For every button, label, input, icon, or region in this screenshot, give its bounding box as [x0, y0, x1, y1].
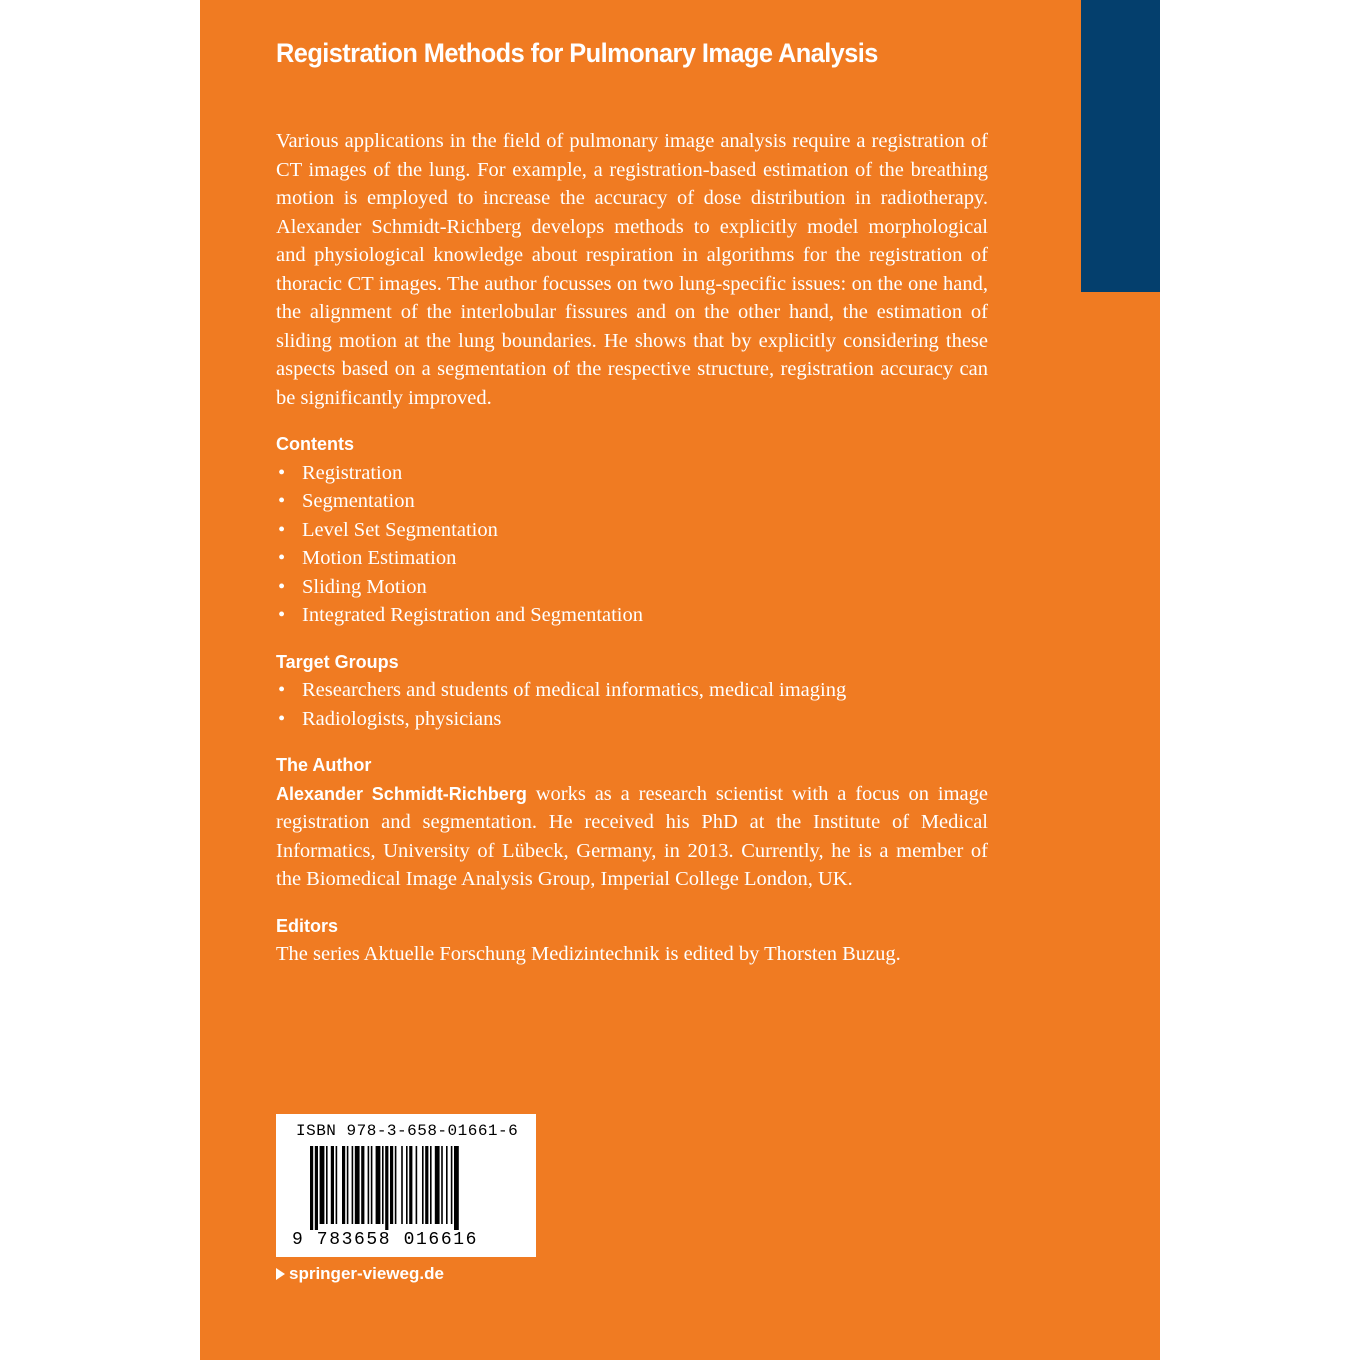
- author-bio-text: works as a research scientist with a focus on image registration and segmentation. He received his PhD at the Institute of Medical Informatics, University of Lübeck, Germany, in 2013. Currently, he is a member of the Biomedical Image Analysis Group, Imperial College London, UK.: [276, 782, 988, 890]
- target-group-label: Radiologists, physicians: [302, 707, 502, 730]
- barcode-bar: [409, 1146, 412, 1224]
- barcode-bar: [435, 1146, 440, 1224]
- barcode-bars: [310, 1146, 506, 1230]
- contents-heading: Contents: [276, 434, 354, 454]
- contents-item-label: Integrated Registration and Segmentation: [302, 604, 644, 626]
- barcode-bar: [454, 1146, 459, 1230]
- list-item: [276, 601, 988, 630]
- barcode-bar: [401, 1146, 403, 1224]
- barcode-bar: [422, 1146, 424, 1224]
- author-name: Alexander Schmidt-Richberg: [276, 783, 527, 804]
- author-heading: The Author: [276, 755, 372, 775]
- barcode-bar: [336, 1146, 338, 1224]
- target-groups-heading: Target Groups: [276, 651, 399, 672]
- author-bio: [276, 780, 988, 894]
- target-group-label: Researchers and students of medical informatics, medical imaging: [302, 679, 847, 701]
- barcode-bar: [342, 1146, 345, 1224]
- editors-heading: Editors: [276, 915, 339, 936]
- isbn-label: ISBN 978-3-658-01661-6: [296, 1122, 519, 1140]
- list-item: [276, 676, 988, 705]
- contents-item-label: Segmentation: [302, 490, 415, 512]
- bullet-icon: •: [278, 547, 286, 569]
- barcode-bar: [347, 1146, 349, 1224]
- barcode-bar: [352, 1146, 354, 1224]
- bullet-icon: •: [278, 518, 286, 541]
- contents-item-label: Registration: [302, 461, 403, 484]
- barcode-bar: [430, 1146, 432, 1224]
- contents-item-label: Motion Estimation: [302, 547, 457, 569]
- barcode-bar: [368, 1146, 370, 1224]
- barcode-bar: [310, 1146, 313, 1230]
- barcode-digits: 9 783658 016616: [292, 1230, 479, 1250]
- spine-color-tab: [1081, 0, 1160, 292]
- bullet-icon: •: [278, 490, 286, 512]
- isbn-barcode: [276, 1114, 536, 1257]
- book-blurb: Various applications in the field of pulmonary image analysis require a registration of CT images of the lung. For example, a registration-based estimation of the breathing motion is employed to increase the accuracy of dose distribution in radiotherapy. Alexander Schmidt-Richberg develops methods to explicitly model morphological and physiological knowledge about respiration in algorithms for the registration of thoracic CT images. The author focusses on two lung-specific issues: on the one hand, the alignment of the interlobular fissures and on the other hand, the estimation of sliding motion at the lung boundaries. He shows that by explicitly considering these aspects based on a segmentation of the respective structure, registration accuracy can be significantly improved.: [276, 130, 988, 409]
- publisher-website[interactable]: [276, 1264, 444, 1284]
- barcode-bar: [315, 1146, 318, 1230]
- barcode-bar: [395, 1146, 397, 1224]
- barcode-bar: [441, 1146, 443, 1224]
- barcode-bar: [355, 1146, 360, 1224]
- target-groups-list: [276, 676, 988, 733]
- barcode-bar: [446, 1146, 448, 1224]
- barcode-bar: [451, 1146, 453, 1224]
- book-title: Registration Methods for Pulmonary Image Analysis: [276, 38, 878, 68]
- barcode-bar: [406, 1146, 408, 1224]
- contents-list: [276, 459, 988, 630]
- barcode-bar: [371, 1146, 373, 1224]
- barcode-bar: [376, 1146, 381, 1224]
- list-item: [276, 459, 988, 488]
- barcode-bar: [416, 1146, 418, 1224]
- barcode-bar: [320, 1146, 325, 1224]
- barcode-bar: [390, 1146, 393, 1224]
- arrow-right-icon: [276, 1268, 285, 1280]
- list-item: [276, 487, 988, 516]
- contents-item-label: Level Set Segmentation: [302, 518, 498, 541]
- barcode-bar: [382, 1146, 384, 1224]
- publisher-website-label: springer-vieweg.de: [289, 1264, 444, 1283]
- barcode-bar: [331, 1146, 334, 1224]
- list-item: [276, 573, 988, 602]
- bullet-icon: •: [278, 461, 286, 484]
- list-item: [276, 544, 988, 573]
- bullet-icon: •: [278, 707, 286, 730]
- bullet-icon: •: [278, 604, 286, 626]
- bullet-icon: •: [278, 575, 286, 598]
- contents-item-label: Sliding Motion: [302, 575, 427, 598]
- barcode-bar: [326, 1146, 328, 1224]
- cover-text: [276, 127, 988, 969]
- barcode-bar: [425, 1146, 428, 1224]
- list-item: [276, 705, 988, 734]
- book-back-cover: [200, 0, 1160, 1360]
- list-item: [276, 516, 988, 545]
- editors-text: The series Aktuelle Forschung Medizintechnik is edited by Thorsten Buzug.: [276, 943, 901, 965]
- barcode-bar: [385, 1146, 388, 1230]
- barcode-bar: [361, 1146, 364, 1224]
- bullet-icon: •: [278, 679, 286, 701]
